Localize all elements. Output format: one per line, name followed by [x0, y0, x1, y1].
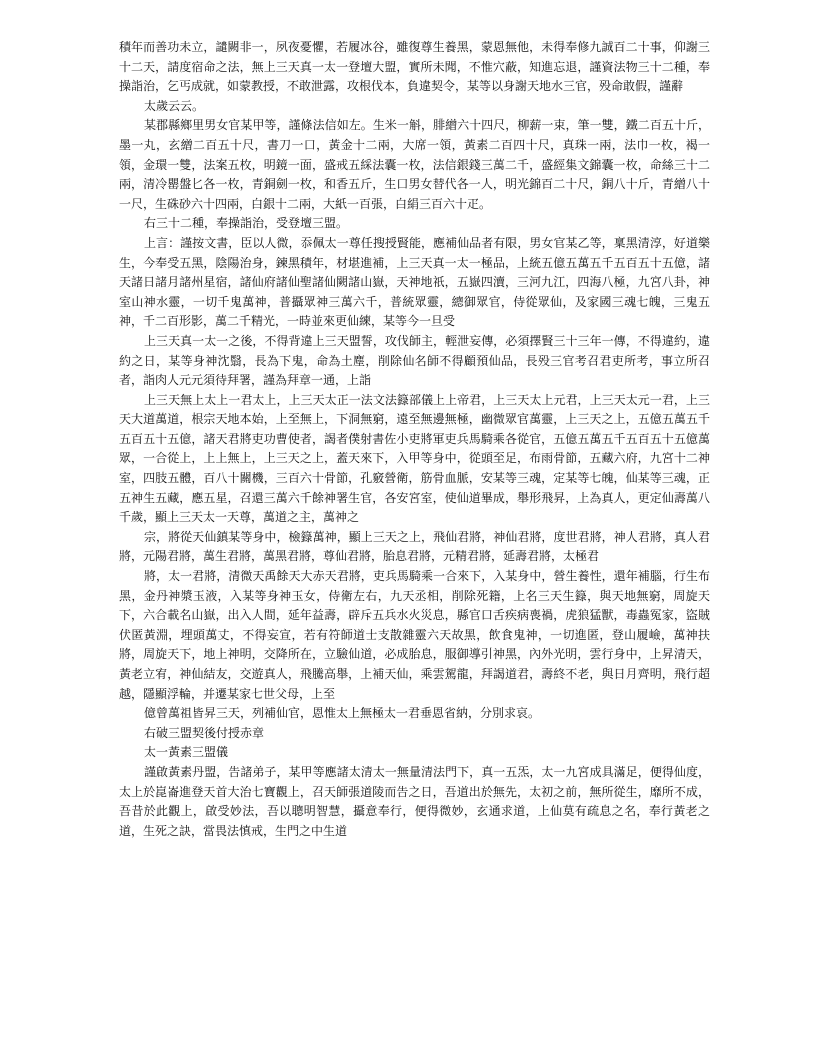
paragraph: 上三天真一太一之後，不得背違上三天盟誓，攻伐師主，輕泄妄傳，必須擇賢三十三年一傳，不得違約，違約之日，某等身神沈翳，長為下鬼，命為土塵，削除仙名師不得顧預仙品，長殁三官考召君吏所考，事立所召者，詣肉人元元須待拜署，謹為拜章一通，上詣 — [119, 333, 710, 388]
paragraph: 積年而善功未立，譴闕非一，夙夜憂懼，若履冰谷，雖復尊生養黑，蒙恩無他，未得奉修九誠百二十事，仰謝三十二天，請度宿命之法，無上三天真一太一登壇大盟，實所未聞，不惟穴蔽，知進忘退，謹資法物三十二種，奉操詣治，乞丐成就，如蒙教授，不敢泄露，攻根伐本，負違契令，某等以身謝天地水三官，殁命敢假，謹辭 — [119, 40, 710, 94]
paragraph: 某郡縣鄉里男女官某甲等，謹條法信如左。生米一斛，腓繒六十四尺，柳薪一束，筆一雙，鐵二百五十斤，墨一丸，玄繒二百五十尺，書刀一口，黃金十二兩，大席一領，黃素二百四十尺，真珠一兩，法巾一枚，褐一領，金環一雙，法案五枚，明鏡一面，盛戒五綵法囊一枚，法信銀錢三萬二千，盛經集文錦囊一枚，命絲三十二兩，清冷罌盤匕各一枚，青銅劍一枚，和香五斤，生口男女替代各一人，明光錦百二十尺，銅八十斤，青繒八十一尺，生硃砂六十四兩，白銀十二兩，大紙一百張，白絹三百六十疋。 — [119, 118, 710, 211]
paragraph: 上三天無上太上一君太上，上三天太正一法文法籙部儀上上帝君，上三天太上元君，上三天太元一君，上三天大道萬道，根宗天地本始，上至無上，下洞無窮，遠至無邊無極，幽微眾官萬靈，上三天之上，五億五萬五千五百五十五億，諸天君將吏功曹使者，謁者僕射書佐小吏將軍吏兵馬騎乘各從官，五億五萬五千五百五十五億萬眾，一合從上，上上無上，上三天之上，蓋天來下，入甲等身中，從頭至足，布雨骨節，五藏六府，九宮十二神室，四肢五體，百八十關機，三百六十骨節，孔竅營衛，筋骨血脈，安某等三魂，定某等七魄，仙某等三魂，正五神生五藏，應五星，召還三萬六千餘神署生官，各安宮室，使仙道畢成，舉形飛昇，上為真人，更定仙壽萬八千歲，顯上三天太一天尊，萬道之主，萬神之 — [119, 392, 710, 525]
paragraph: 太一黃素三盟儀 — [144, 745, 229, 760]
paragraph: 謹啟黃素丹盟，告諸弟子，某甲等應諸太清太一無量清法門下，真一五炁，太一九宮成具滿足，便得仙度，太上於崑崙進登天首大治七寶觀上，召天師張道陵而告之日，吾道出於無先，太初之前，無所從生，靡所不成，吾昔於此觀上，啟受妙法，吾以聰明智慧，攝意奉行，便得微妙，玄通求道，上仙莫有疏息之名，奉行黃老之道，生死之訣，當畏法慎戒，生門之中生道 — [119, 764, 710, 838]
paragraph: 宗，將從天仙鎮某等身中，檢籙萬神，顯上三天之上，飛仙君將，神仙君將，度世君將，神人君將，真人君將，元陽君將，萬生君將，萬黑君將，尊仙君將，胎息君將，元精君將，延壽君將，太極君 — [119, 529, 710, 564]
paragraph: 將，太一君將，清微天禹餘天大赤天君將，吏兵馬騎乘一合來下，入某身中，營生養性，還年補腦，行生布黑，金丹神漿玉液，入某等身神玉女，侍衛左右，九天丞相，削除死籍，上名三天生籙，與天地無窮，周旋天下，六合載名山嶽，出入人間，延年益壽，辟斥五兵水火災息，縣官口舌疾病喪禍，虎狼猛獸，毒蟲冤家，盜賊伏匿黃淵，埋頭萬丈，不得妄宣，若有符師道士支散雜靈六天故黑，飲食鬼神，一切進匿，登山履嶮，萬神扶將，周旋天下，地上神明，交降所在，立驗仙道，必成胎息，服御導引神黑，內外光明，雲行身中，上昇清天，黃老立宥，神仙結友，交遊真人，飛騰高舉，上補天仙，乘雲駕龍，拜謁道君，壽終不老，與日月齊明，飛行超越，隱顯浮輪，并遷某家七世父母，上至 — [119, 569, 710, 701]
paragraph: 右三十二種，奉操詣治，受登壇三盟。 — [144, 216, 349, 231]
paragraph: 右破三盟契後付授赤章 — [144, 725, 265, 740]
paragraph: 太歲云云。 — [144, 98, 205, 113]
paragraph: 億曾萬祖皆昇三天，列補仙官，恩惟太上無極太一君垂恩省納，分別求哀。 — [144, 706, 541, 721]
paragraph: 上言：謹按文書，臣以人微，忝佩太一尊任搜授賢能，應補仙品者有限，男女官某乙等，稟黑清淳，好道樂生，今奉受五黑，陰陽治身，鍊黑積年，材堪進補，上三天真一太一極品，上統五億五萬五千五百五十五億，諸天諸日諸月諸州星宿，諸仙府諸仙聖諸仙闕諸山嶽，天神地祇，五嶽四瀆，三河九江，四海八極，九宮八卦，神室山神水靈，一切千鬼萬神，普攝眾神三萬六千，普統眾靈，總御眾官，侍從眾仙，及家國三魂七魄，三鬼五神，千二百形影，萬二千精光，一時並來更仙練，某等今一旦受 — [119, 235, 710, 329]
